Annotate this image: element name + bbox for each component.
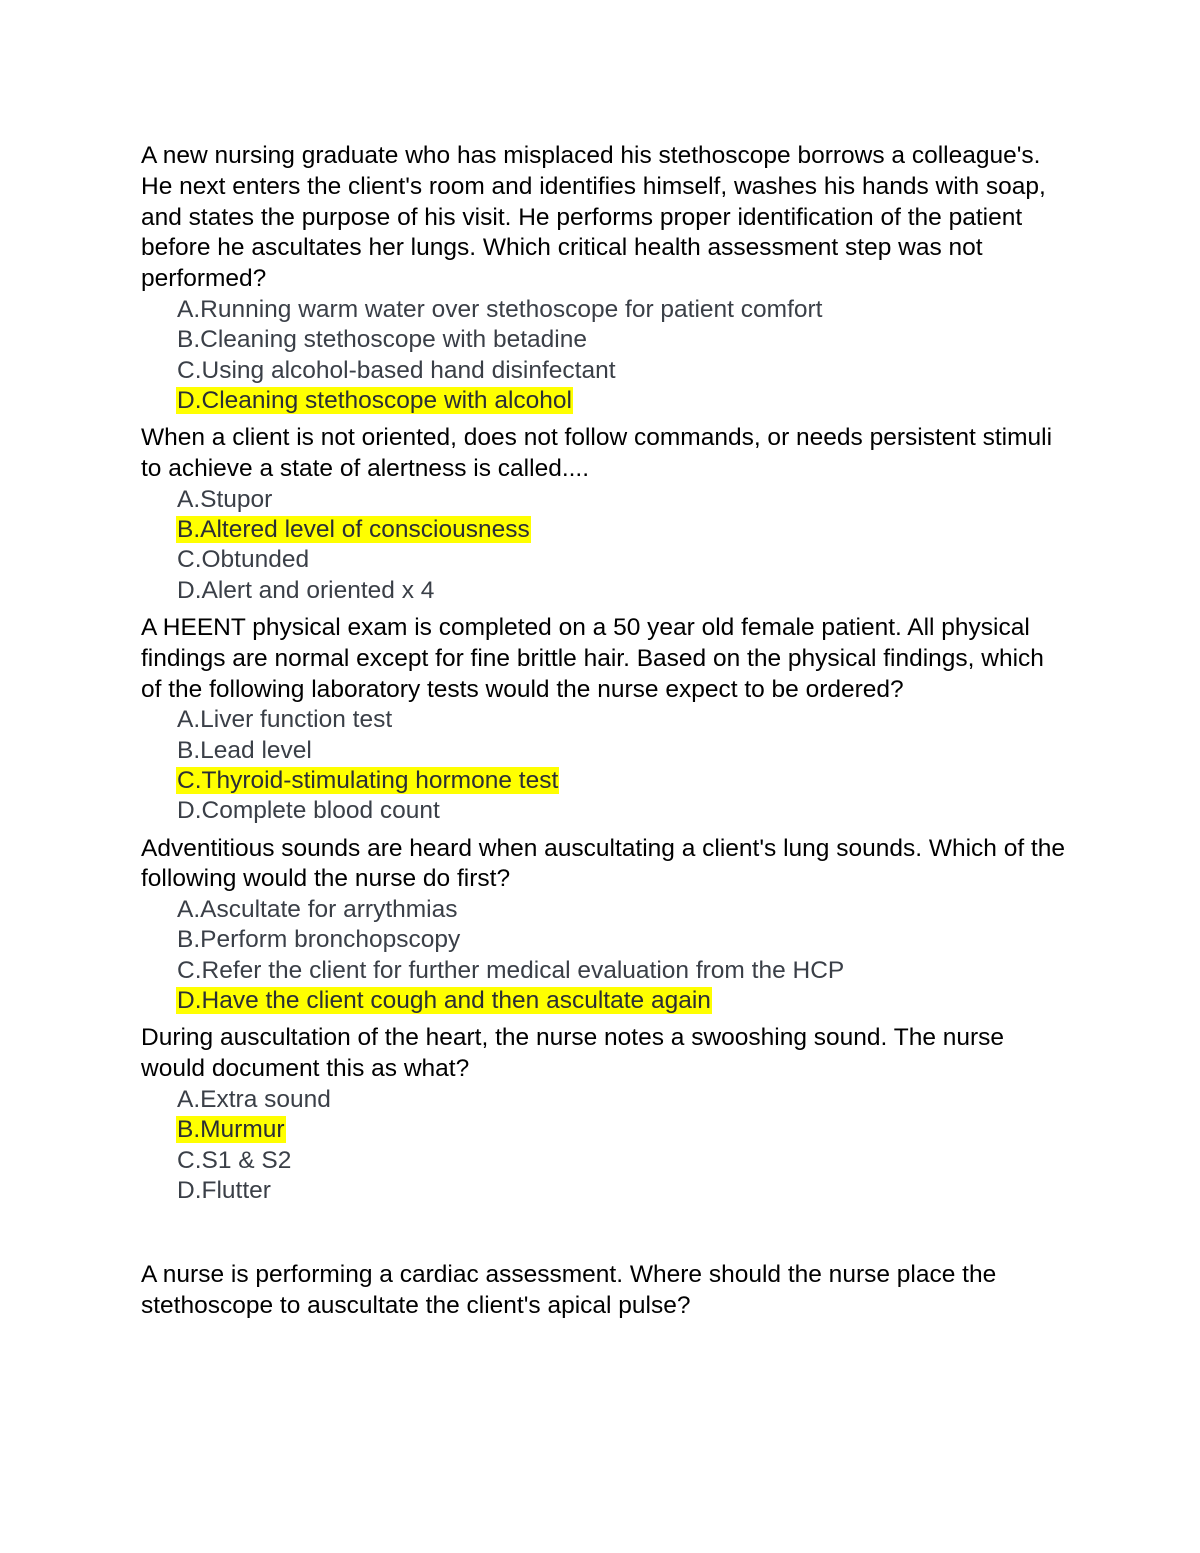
option-a: A.Extra sound [177,1085,331,1113]
answer-options [141,485,1071,606]
option-b: B.Perform bronchopscopy [177,926,461,954]
option-b: B.Lead level [177,736,312,764]
option-a: A.Running warm water over stethoscope for patient comfort [177,295,823,323]
question-stem: During auscultation of the heart, the nurse notes a swooshing sound. The nurse would document this as what? [141,1024,1005,1083]
option-b-highlighted: B.Murmur [177,1116,285,1144]
question-stem: A HEENT physical exam is completed on a 50 year old female patient. All physical findings are normal except for fine brittle hair. Based on the physical findings, which of the following laboratory tests would the nurse expect to be ordered? [141,613,1044,703]
answer-options [141,295,1071,416]
option-c: C.Obtunded [177,546,310,574]
option-c: C.Refer the client for further medical evaluation from the HCP [177,956,845,984]
question-stem: A new nursing graduate who has misplaced his stethoscope borrows a colleague's. He next enters the client's room and identifies himself, washes his hands with soap, and states the purpose of his visit. He performs proper identification of the patient before he ascultates her lungs. Which critical health assessment step was not performed? [141,142,1046,293]
option-a: A.Liver function test [177,706,393,734]
question-stem: Adventitious sounds are heard when auscultating a client's lung sounds. Which of the following would the nurse do first? [141,834,1065,893]
option-b-highlighted: B.Altered level of consciousness [177,516,530,544]
option-a: A.Ascultate for arrythmias [177,896,458,924]
question-4 [141,834,1071,1017]
option-c-highlighted: C.Thyroid-stimulating hormone test [177,766,559,794]
option-a: A.Stupor [177,485,273,513]
question-stem: A nurse is performing a cardiac assessment. Where should the nurse place the stethoscope to auscultate the client's apical pulse? [141,1261,997,1319]
question-2 [141,423,1071,606]
option-b: B.Cleaning stethoscope with betadine [177,326,587,354]
question-3 [141,613,1071,827]
answer-options [141,895,1071,1016]
option-d: D.Complete blood count [177,797,440,825]
option-c: C.S1 & S2 [177,1146,292,1174]
option-d-highlighted: D.Have the client cough and then ascultate again [177,987,711,1015]
document-page [141,141,1071,1329]
option-d-highlighted: D.Cleaning stethoscope with alcohol [177,386,572,414]
question-5 [141,1023,1071,1206]
answer-options [141,1085,1071,1206]
option-d: D.Flutter [177,1176,271,1204]
blank-line-spacer [141,1213,1071,1260]
option-d: D.Alert and oriented x 4 [177,576,435,604]
question-6 [141,1260,1071,1322]
question-1 [141,141,1071,416]
option-c: C.Using alcohol-based hand disinfectant [177,356,616,384]
answer-options [141,705,1071,826]
question-stem: When a client is not oriented, does not follow commands, or needs persistent stimuli to achieve a state of alertness is called.... [141,424,1053,482]
